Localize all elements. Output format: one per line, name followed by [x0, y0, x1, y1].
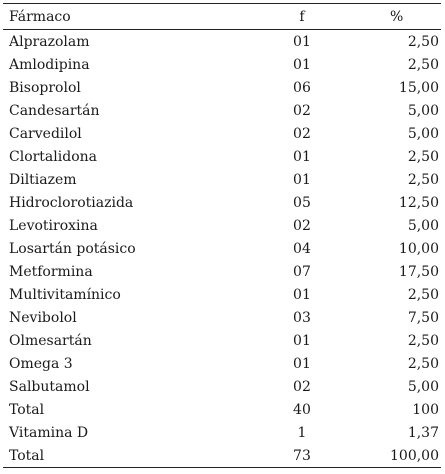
- cell-percent: 2,50: [407, 33, 439, 50]
- cell-drug-name: Total: [9, 401, 45, 418]
- cell-frequency: 01: [293, 355, 311, 372]
- header-row: [3, 4, 441, 30]
- cell-percent: 15,00: [398, 79, 439, 96]
- cell-percent: 2,50: [407, 171, 439, 188]
- table-row: [3, 145, 441, 168]
- table-row: [3, 53, 441, 76]
- cell-frequency: 03: [293, 309, 311, 326]
- cell-frequency: 01: [293, 148, 311, 165]
- cell-percent: 2,50: [407, 56, 439, 73]
- drug-frequency-table: [3, 3, 441, 468]
- cell-percent: 5,00: [407, 217, 439, 234]
- cell-percent: 1,37: [407, 424, 439, 441]
- cell-percent: 5,00: [407, 125, 439, 142]
- cell-drug-name: Multivitamínico: [9, 286, 121, 303]
- cell-drug-name: Candesartán: [9, 102, 100, 119]
- table-row: [3, 30, 441, 54]
- cell-drug-name: Levotiroxina: [9, 217, 98, 234]
- cell-drug-name: Alprazolam: [9, 33, 90, 50]
- cell-drug-name: Diltiazem: [9, 171, 77, 188]
- cell-frequency: 02: [293, 125, 311, 142]
- cell-drug-name: Total: [3, 444, 259, 468]
- cell-frequency: 07: [293, 263, 311, 280]
- cell-percent: 100: [412, 401, 439, 418]
- cell-percent: 12,50: [398, 194, 439, 211]
- table-row: [3, 421, 441, 444]
- cell-drug-name: Omega 3: [9, 355, 73, 372]
- table-row: [3, 329, 441, 352]
- cell-drug-name: Olmesartán: [9, 332, 92, 349]
- cell-percent: 2,50: [407, 148, 439, 165]
- cell-percent: 2,50: [407, 355, 439, 372]
- cell-frequency: 02: [293, 378, 311, 395]
- cell-drug-name: Clortalidona: [9, 148, 97, 165]
- cell-drug-name: Carvedilol: [9, 125, 82, 142]
- header-frequency: f: [259, 4, 344, 30]
- cell-percent: 2,50: [407, 332, 439, 349]
- table-row: [3, 76, 441, 99]
- cell-frequency: 01: [293, 171, 311, 188]
- table-row: [3, 122, 441, 145]
- cell-drug-name: Vitamina D: [9, 424, 89, 441]
- table-body: [3, 30, 441, 468]
- table-header: [3, 4, 441, 30]
- cell-frequency: 04: [293, 240, 311, 257]
- cell-percent: 10,00: [398, 240, 439, 257]
- cell-frequency: 06: [293, 79, 311, 96]
- cell-frequency: 01: [293, 33, 311, 50]
- table-row: [3, 444, 441, 468]
- cell-drug-name: Amlodipina: [9, 56, 90, 73]
- cell-frequency: 40: [293, 401, 311, 418]
- table-row: [3, 398, 441, 421]
- cell-drug-name: Losartán potásico: [9, 240, 136, 257]
- table-row: [3, 191, 441, 214]
- cell-percent: 7,50: [407, 309, 439, 326]
- table-row: [3, 237, 441, 260]
- table-row: [3, 168, 441, 191]
- table-row: [3, 352, 441, 375]
- cell-percent: 5,00: [407, 378, 439, 395]
- cell-drug-name: Nevibolol: [9, 309, 77, 326]
- cell-percent: 5,00: [407, 102, 439, 119]
- table-row: [3, 260, 441, 283]
- cell-drug-name: Hidroclorotiazida: [9, 194, 134, 211]
- header-farmaco: Fármaco: [3, 4, 259, 30]
- table-row: [3, 283, 441, 306]
- cell-frequency: 1: [297, 424, 307, 441]
- cell-frequency: 02: [293, 102, 311, 119]
- cell-frequency: 01: [293, 56, 311, 73]
- cell-percent: 2,50: [407, 286, 439, 303]
- table-row: [3, 214, 441, 237]
- table-row: [3, 306, 441, 329]
- cell-drug-name: Metformina: [9, 263, 93, 280]
- cell-frequency: 01: [293, 286, 311, 303]
- cell-percent: 100,00: [344, 444, 441, 468]
- cell-drug-name: Salbutamol: [9, 378, 90, 395]
- cell-frequency: 73: [259, 444, 344, 468]
- cell-frequency: 01: [293, 332, 311, 349]
- table-row: [3, 99, 441, 122]
- cell-frequency: 02: [293, 217, 311, 234]
- cell-frequency: 05: [293, 194, 311, 211]
- cell-percent: 17,50: [398, 263, 439, 280]
- cell-drug-name: Bisoprolol: [9, 79, 81, 96]
- header-percent: %: [344, 4, 441, 30]
- table-row: [3, 375, 441, 398]
